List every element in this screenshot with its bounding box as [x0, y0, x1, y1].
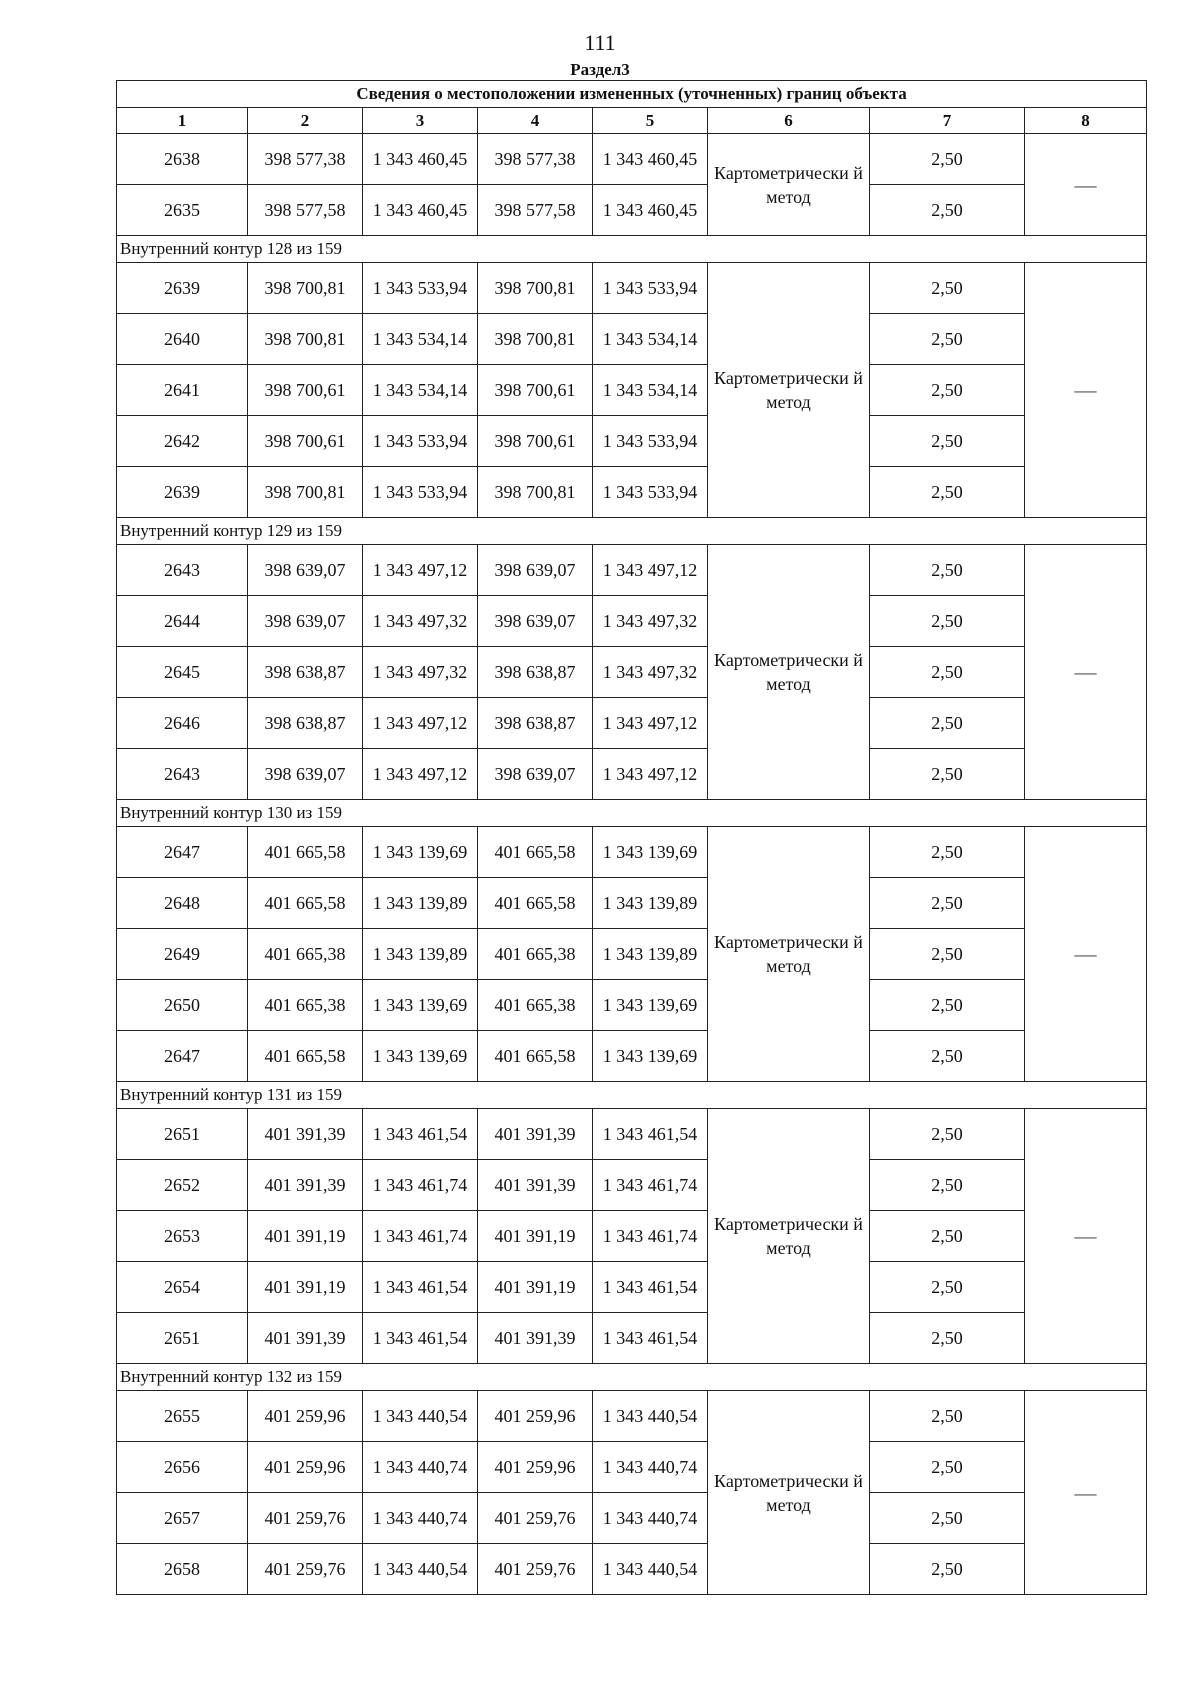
accuracy-cell: 2,50 [870, 1442, 1025, 1493]
new-y-cell: 1 343 533,94 [593, 416, 708, 467]
existing-x-cell: 398 700,81 [248, 263, 363, 314]
table-row [117, 467, 1147, 518]
new-x-cell: 401 391,19 [478, 1211, 593, 1262]
new-y-cell: 1 343 461,74 [593, 1160, 708, 1211]
table-row [117, 749, 1147, 800]
existing-y-cell: 1 343 461,54 [363, 1109, 478, 1160]
new-y-cell: 1 343 497,32 [593, 596, 708, 647]
contour-header-row [117, 518, 1147, 545]
table-row [117, 1391, 1147, 1442]
existing-x-cell: 398 638,87 [248, 698, 363, 749]
new-x-cell: 401 259,76 [478, 1493, 593, 1544]
table-caption-row [117, 81, 1147, 108]
existing-x-cell: 398 700,61 [248, 365, 363, 416]
new-y-cell: 1 343 139,89 [593, 929, 708, 980]
existing-y-cell: 1 343 497,12 [363, 698, 478, 749]
point-number-cell: 2657 [117, 1493, 248, 1544]
accuracy-cell: 2,50 [870, 1211, 1025, 1262]
accuracy-cell: 2,50 [870, 263, 1025, 314]
new-x-cell: 398 700,61 [478, 365, 593, 416]
new-y-cell: 1 343 460,45 [593, 134, 708, 185]
accuracy-cell: 2,50 [870, 827, 1025, 878]
existing-x-cell: 401 665,38 [248, 929, 363, 980]
new-x-cell: 398 700,81 [478, 263, 593, 314]
existing-y-cell: 1 343 440,74 [363, 1493, 478, 1544]
existing-y-cell: 1 343 139,89 [363, 878, 478, 929]
contour-header-row [117, 1082, 1147, 1109]
table-row [117, 185, 1147, 236]
existing-x-cell: 401 391,39 [248, 1109, 363, 1160]
existing-y-cell: 1 343 534,14 [363, 365, 478, 416]
point-number-cell: 2643 [117, 545, 248, 596]
table-row [117, 878, 1147, 929]
existing-y-cell: 1 343 460,45 [363, 185, 478, 236]
new-x-cell: 398 577,58 [478, 185, 593, 236]
method-cell: Картометрически й метод [708, 545, 870, 800]
contour-label: Внутренний контур 128 из 159 [117, 236, 1147, 263]
existing-x-cell: 401 391,39 [248, 1160, 363, 1211]
new-x-cell: 401 665,38 [478, 980, 593, 1031]
existing-x-cell: 398 700,81 [248, 467, 363, 518]
existing-y-cell: 1 343 139,89 [363, 929, 478, 980]
accuracy-cell: 2,50 [870, 1493, 1025, 1544]
point-number-cell: 2655 [117, 1391, 248, 1442]
existing-y-cell: 1 343 497,32 [363, 596, 478, 647]
existing-x-cell: 401 391,19 [248, 1211, 363, 1262]
existing-y-cell: 1 343 460,45 [363, 134, 478, 185]
column-number: 8 [1025, 108, 1147, 134]
accuracy-cell: 2,50 [870, 980, 1025, 1031]
existing-y-cell: 1 343 497,12 [363, 749, 478, 800]
new-y-cell: 1 343 497,32 [593, 647, 708, 698]
existing-x-cell: 398 577,38 [248, 134, 363, 185]
existing-y-cell: 1 343 497,12 [363, 545, 478, 596]
column-number: 6 [708, 108, 870, 134]
point-number-cell: 2649 [117, 929, 248, 980]
existing-x-cell: 398 700,81 [248, 314, 363, 365]
method-cell: Картометрически й метод [708, 134, 870, 236]
column-number: 7 [870, 108, 1025, 134]
new-x-cell: 401 665,38 [478, 929, 593, 980]
contour-header-row [117, 1364, 1147, 1391]
new-x-cell: 401 259,96 [478, 1442, 593, 1493]
section-title: Раздел3 [570, 60, 630, 79]
accuracy-cell: 2,50 [870, 1160, 1025, 1211]
new-x-cell: 401 259,96 [478, 1391, 593, 1442]
contour-header-row [117, 800, 1147, 827]
existing-y-cell: 1 343 461,54 [363, 1262, 478, 1313]
point-number-cell: 2651 [117, 1109, 248, 1160]
existing-y-cell: 1 343 533,94 [363, 263, 478, 314]
method-cell: Картометрически й метод [708, 263, 870, 518]
column-number: 3 [363, 108, 478, 134]
new-x-cell: 398 638,87 [478, 647, 593, 698]
accuracy-cell: 2,50 [870, 1544, 1025, 1595]
existing-y-cell: 1 343 440,54 [363, 1544, 478, 1595]
note-cell: — [1025, 1109, 1147, 1364]
point-number-cell: 2646 [117, 698, 248, 749]
column-number: 4 [478, 108, 593, 134]
contour-label: Внутренний контур 129 из 159 [117, 518, 1147, 545]
table-row [117, 365, 1147, 416]
table-row [117, 698, 1147, 749]
new-x-cell: 398 700,61 [478, 416, 593, 467]
existing-y-cell: 1 343 461,54 [363, 1313, 478, 1364]
point-number-cell: 2643 [117, 749, 248, 800]
method-cell: Картометрически й метод [708, 827, 870, 1082]
existing-x-cell: 401 665,58 [248, 827, 363, 878]
accuracy-cell: 2,50 [870, 647, 1025, 698]
accuracy-cell: 2,50 [870, 134, 1025, 185]
point-number-cell: 2644 [117, 596, 248, 647]
note-cell: — [1025, 545, 1147, 800]
existing-x-cell: 401 259,76 [248, 1493, 363, 1544]
new-y-cell: 1 343 461,54 [593, 1262, 708, 1313]
table-body [117, 81, 1147, 1595]
new-y-cell: 1 343 461,54 [593, 1313, 708, 1364]
new-y-cell: 1 343 139,69 [593, 827, 708, 878]
method-cell: Картометрически й метод [708, 1109, 870, 1364]
table-row [117, 1262, 1147, 1313]
new-x-cell: 398 639,07 [478, 545, 593, 596]
point-number-cell: 2648 [117, 878, 248, 929]
point-number-cell: 2640 [117, 314, 248, 365]
table-row [117, 929, 1147, 980]
existing-x-cell: 398 639,07 [248, 596, 363, 647]
table-row [117, 980, 1147, 1031]
existing-y-cell: 1 343 534,14 [363, 314, 478, 365]
point-number-cell: 2639 [117, 467, 248, 518]
new-x-cell: 401 391,19 [478, 1262, 593, 1313]
point-number-cell: 2647 [117, 1031, 248, 1082]
new-y-cell: 1 343 440,54 [593, 1544, 708, 1595]
column-number: 1 [117, 108, 248, 134]
accuracy-cell: 2,50 [870, 1031, 1025, 1082]
existing-y-cell: 1 343 139,69 [363, 980, 478, 1031]
accuracy-cell: 2,50 [870, 1313, 1025, 1364]
contour-label: Внутренний контур 131 из 159 [117, 1082, 1147, 1109]
table-row [117, 1211, 1147, 1262]
existing-x-cell: 398 700,61 [248, 416, 363, 467]
new-x-cell: 401 665,58 [478, 1031, 593, 1082]
new-x-cell: 401 259,76 [478, 1544, 593, 1595]
table-row [117, 416, 1147, 467]
table-row [117, 647, 1147, 698]
point-number-cell: 2635 [117, 185, 248, 236]
note-cell: — [1025, 263, 1147, 518]
existing-x-cell: 401 259,96 [248, 1391, 363, 1442]
accuracy-cell: 2,50 [870, 1109, 1025, 1160]
new-y-cell: 1 343 534,14 [593, 365, 708, 416]
point-number-cell: 2653 [117, 1211, 248, 1262]
point-number-cell: 2639 [117, 263, 248, 314]
existing-y-cell: 1 343 139,69 [363, 1031, 478, 1082]
new-y-cell: 1 343 497,12 [593, 749, 708, 800]
note-cell: — [1025, 1391, 1147, 1595]
contour-label: Внутренний контур 130 из 159 [117, 800, 1147, 827]
table-row [117, 314, 1147, 365]
accuracy-cell: 2,50 [870, 878, 1025, 929]
existing-x-cell: 398 638,87 [248, 647, 363, 698]
new-y-cell: 1 343 534,14 [593, 314, 708, 365]
new-x-cell: 398 700,81 [478, 467, 593, 518]
new-x-cell: 398 577,38 [478, 134, 593, 185]
accuracy-cell: 2,50 [870, 749, 1025, 800]
table-caption: Сведения о местоположении измененных (уточненных) границ объекта [117, 81, 1147, 108]
new-y-cell: 1 343 139,69 [593, 1031, 708, 1082]
table-row [117, 596, 1147, 647]
point-number-cell: 2652 [117, 1160, 248, 1211]
existing-x-cell: 401 665,58 [248, 1031, 363, 1082]
table-row [117, 1313, 1147, 1364]
table-row [117, 545, 1147, 596]
existing-y-cell: 1 343 533,94 [363, 416, 478, 467]
accuracy-cell: 2,50 [870, 929, 1025, 980]
new-y-cell: 1 343 533,94 [593, 467, 708, 518]
existing-x-cell: 398 639,07 [248, 545, 363, 596]
existing-x-cell: 401 391,19 [248, 1262, 363, 1313]
point-number-cell: 2645 [117, 647, 248, 698]
existing-x-cell: 401 391,39 [248, 1313, 363, 1364]
contour-header-row [117, 236, 1147, 263]
table-row [117, 1109, 1147, 1160]
boundary-table [116, 80, 1147, 1595]
point-number-cell: 2658 [117, 1544, 248, 1595]
new-x-cell: 398 700,81 [478, 314, 593, 365]
accuracy-cell: 2,50 [870, 698, 1025, 749]
existing-x-cell: 401 665,38 [248, 980, 363, 1031]
accuracy-cell: 2,50 [870, 467, 1025, 518]
accuracy-cell: 2,50 [870, 1262, 1025, 1313]
new-y-cell: 1 343 497,12 [593, 698, 708, 749]
existing-x-cell: 401 665,58 [248, 878, 363, 929]
contour-label: Внутренний контур 132 из 159 [117, 1364, 1147, 1391]
new-x-cell: 398 639,07 [478, 749, 593, 800]
existing-y-cell: 1 343 533,94 [363, 467, 478, 518]
accuracy-cell: 2,50 [870, 416, 1025, 467]
accuracy-cell: 2,50 [870, 545, 1025, 596]
accuracy-cell: 2,50 [870, 314, 1025, 365]
existing-y-cell: 1 343 139,69 [363, 827, 478, 878]
new-y-cell: 1 343 440,74 [593, 1442, 708, 1493]
point-number-cell: 2651 [117, 1313, 248, 1364]
new-y-cell: 1 343 440,54 [593, 1391, 708, 1442]
existing-x-cell: 401 259,76 [248, 1544, 363, 1595]
new-y-cell: 1 343 461,74 [593, 1211, 708, 1262]
accuracy-cell: 2,50 [870, 1391, 1025, 1442]
table-row [117, 263, 1147, 314]
table-row [117, 1544, 1147, 1595]
method-cell: Картометрически й метод [708, 1391, 870, 1595]
table-row [117, 1493, 1147, 1544]
table-row [117, 1160, 1147, 1211]
new-y-cell: 1 343 440,74 [593, 1493, 708, 1544]
point-number-cell: 2656 [117, 1442, 248, 1493]
existing-x-cell: 398 577,58 [248, 185, 363, 236]
table-row [117, 1442, 1147, 1493]
existing-y-cell: 1 343 440,74 [363, 1442, 478, 1493]
existing-x-cell: 398 639,07 [248, 749, 363, 800]
new-x-cell: 398 638,87 [478, 698, 593, 749]
point-number-cell: 2642 [117, 416, 248, 467]
new-x-cell: 401 665,58 [478, 827, 593, 878]
new-y-cell: 1 343 139,69 [593, 980, 708, 1031]
existing-y-cell: 1 343 497,32 [363, 647, 478, 698]
point-number-cell: 2650 [117, 980, 248, 1031]
point-number-cell: 2641 [117, 365, 248, 416]
note-cell: — [1025, 827, 1147, 1082]
point-number-cell: 2654 [117, 1262, 248, 1313]
existing-y-cell: 1 343 461,74 [363, 1160, 478, 1211]
column-number-row [117, 108, 1147, 134]
table-row [117, 134, 1147, 185]
new-y-cell: 1 343 497,12 [593, 545, 708, 596]
new-y-cell: 1 343 460,45 [593, 185, 708, 236]
new-y-cell: 1 343 533,94 [593, 263, 708, 314]
point-number-cell: 2647 [117, 827, 248, 878]
accuracy-cell: 2,50 [870, 596, 1025, 647]
table-row [117, 827, 1147, 878]
table-row [117, 1031, 1147, 1082]
new-x-cell: 401 391,39 [478, 1160, 593, 1211]
new-y-cell: 1 343 139,89 [593, 878, 708, 929]
accuracy-cell: 2,50 [870, 365, 1025, 416]
new-x-cell: 401 665,58 [478, 878, 593, 929]
note-cell: — [1025, 134, 1147, 236]
new-x-cell: 401 391,39 [478, 1313, 593, 1364]
column-number: 5 [593, 108, 708, 134]
accuracy-cell: 2,50 [870, 185, 1025, 236]
existing-y-cell: 1 343 440,54 [363, 1391, 478, 1442]
point-number-cell: 2638 [117, 134, 248, 185]
column-number: 2 [248, 108, 363, 134]
existing-y-cell: 1 343 461,74 [363, 1211, 478, 1262]
page-number: 111 [584, 30, 616, 55]
new-x-cell: 398 639,07 [478, 596, 593, 647]
existing-x-cell: 401 259,96 [248, 1442, 363, 1493]
new-x-cell: 401 391,39 [478, 1109, 593, 1160]
new-y-cell: 1 343 461,54 [593, 1109, 708, 1160]
